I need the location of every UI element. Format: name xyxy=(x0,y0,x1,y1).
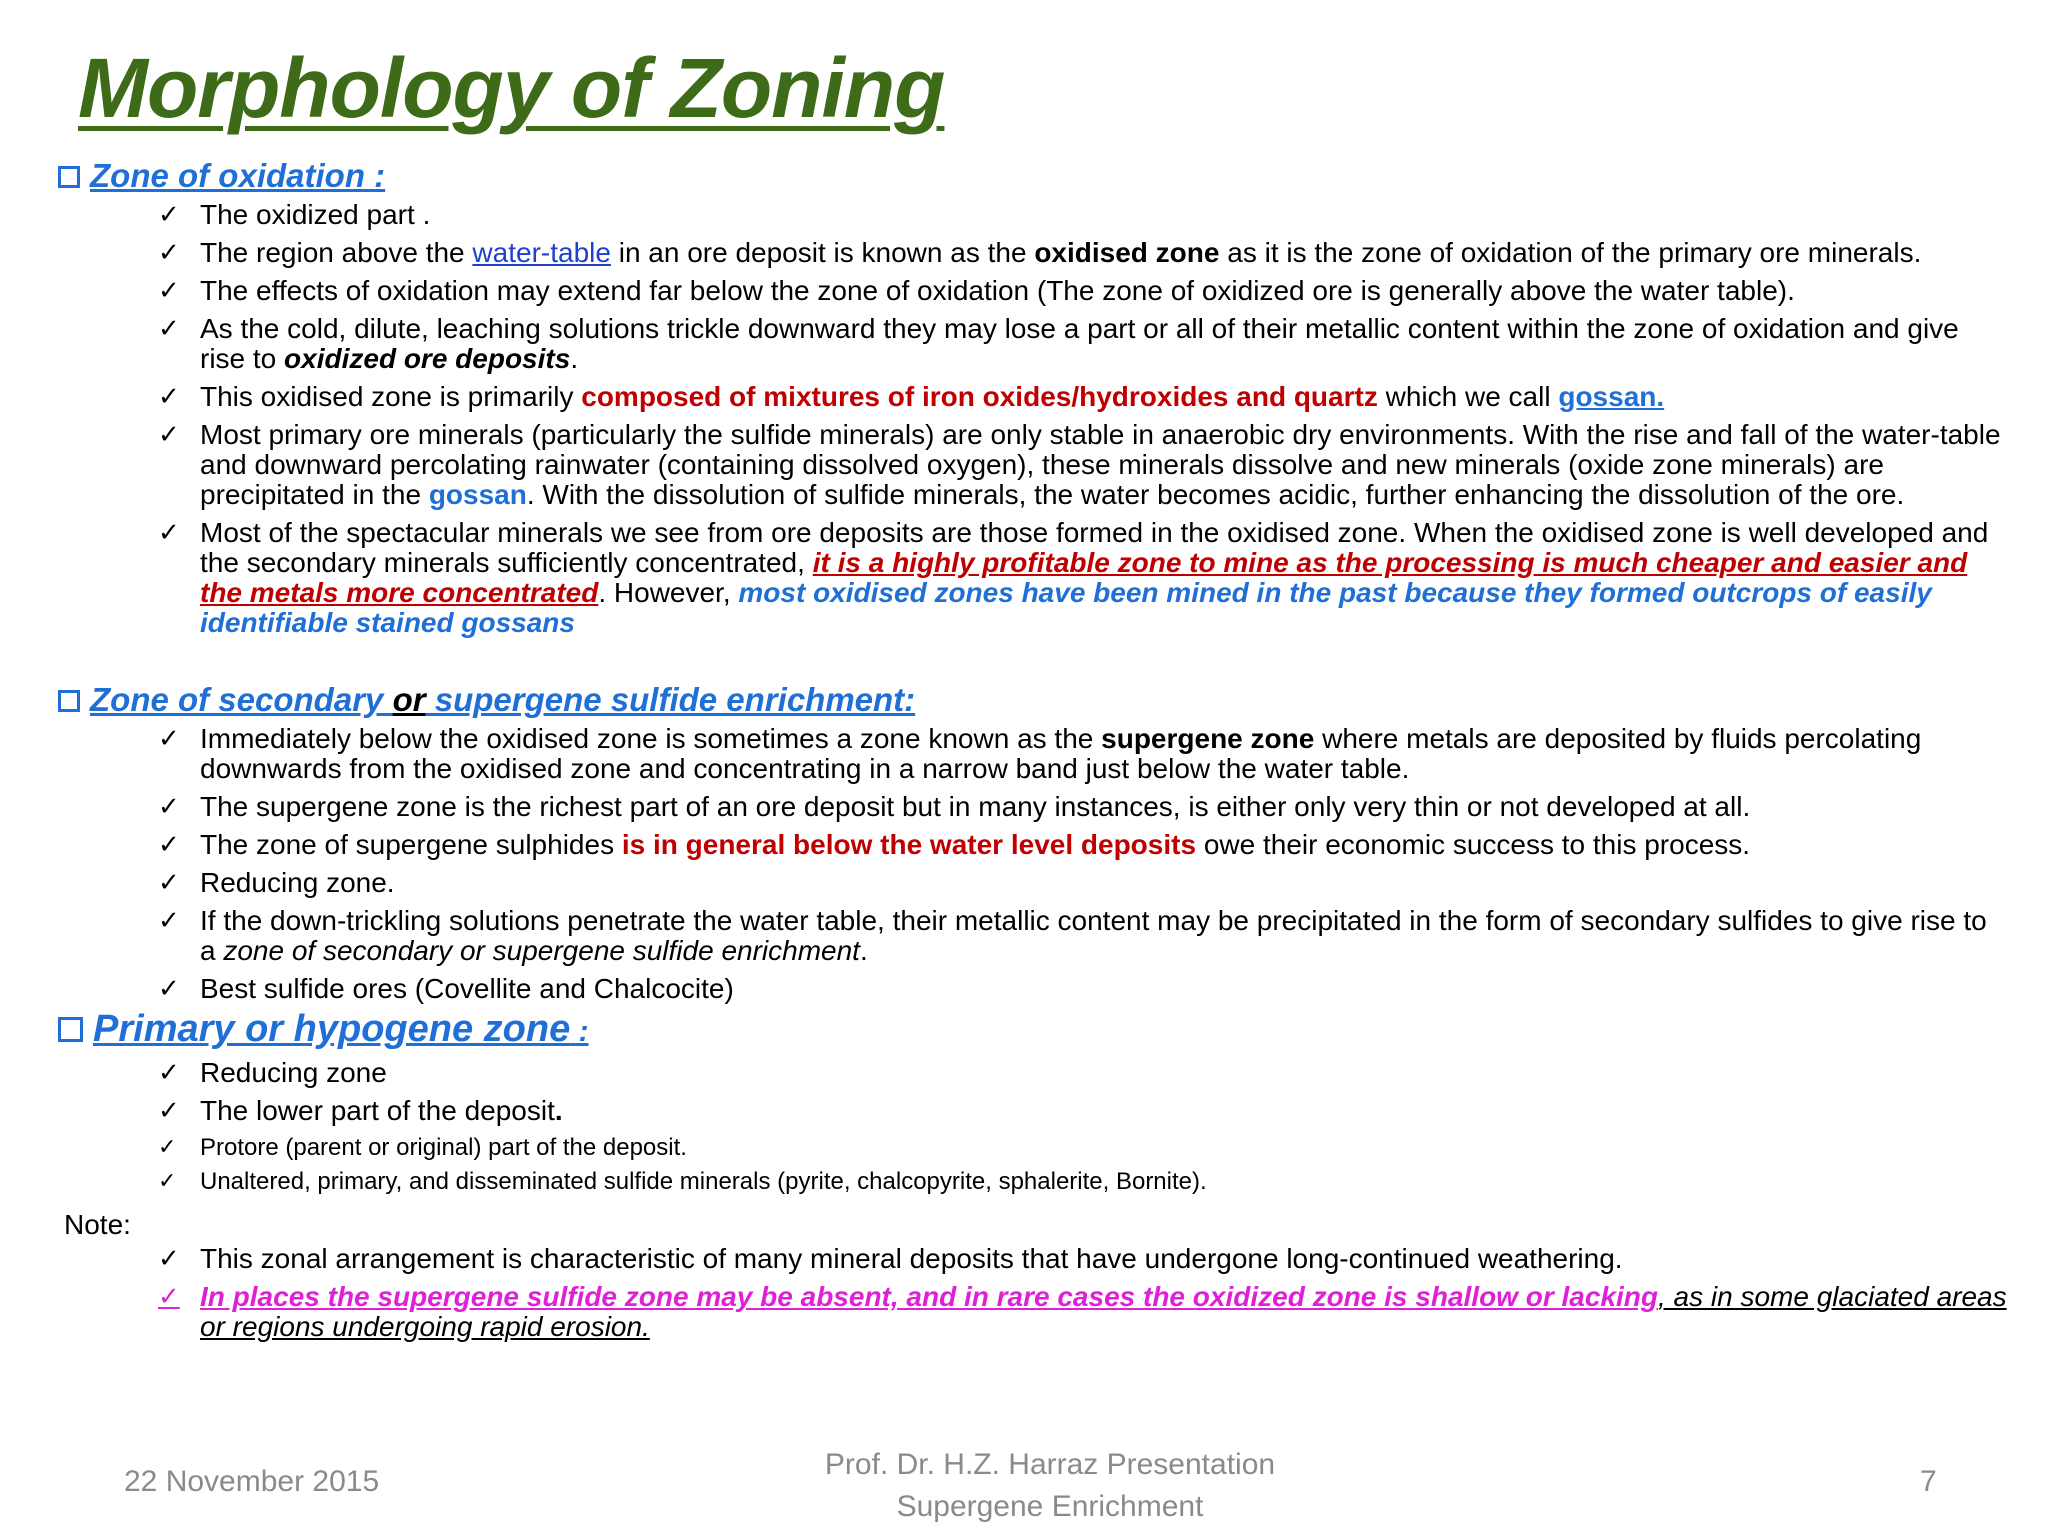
checkmark-icon: ✓ xyxy=(158,1096,180,1126)
list-item: ✓ Reducing zone. xyxy=(158,867,395,898)
footer-date: 22 November 2015 xyxy=(124,1465,380,1498)
list-item: ✓ The region above the water-table in an ore deposit is known as the oxidised zone as it is the zone of oxidation of the primary ore minerals. xyxy=(158,237,1922,268)
list-item: ✓ The lower part of the deposit. xyxy=(158,1095,563,1126)
supergene-list xyxy=(150,724,2010,1012)
section-heading-supergene: Zone of secondary or supergene sulfide enrichment: xyxy=(58,680,915,720)
list-item: ✓ Best sulfide ores (Covellite and Chalcocite) xyxy=(158,973,734,1004)
list-item: ✓ Protore (parent or original) part of the deposit. xyxy=(158,1134,687,1161)
list-item: ✓ Unaltered, primary, and disseminated sulfide minerals (pyrite, chalcopyrite, sphalerite, Bornite). xyxy=(158,1168,1207,1195)
list-item: ✓ The supergene zone is the richest part of an ore deposit but in many instances, is either only very thin or not developed at all. xyxy=(158,791,1751,822)
list-item: ✓ This oxidised zone is primarily composed of mixtures of iron oxides/hydroxides and quartz which we call gossan. xyxy=(158,381,1665,412)
list-item: ✓ Reducing zone xyxy=(158,1057,387,1088)
list-item: ✓ In places the supergene sulfide zone may be absent, and in rare cases the oxidized zone is shallow or lacking, as in some glaciated areas or regions undergoing rapid erosion. xyxy=(158,1281,2007,1342)
list-item: ✓ Immediately below the oxidised zone is sometimes a zone known as the supergene zone where metals are deposited by fluids percolating downwards from the oxidised zone and concentrating in a narrow band just below the water table. xyxy=(158,723,1922,784)
page-title: Morphology of Zoning xyxy=(78,41,945,135)
checkmark-icon: ✓ xyxy=(158,382,180,412)
checkmark-icon: ✓ xyxy=(158,238,180,268)
note-list xyxy=(150,1244,2010,1350)
checkmark-icon: ✓ xyxy=(158,1135,177,1160)
oxidation-list xyxy=(150,200,2010,646)
list-item: ✓ As the cold, dilute, leaching solutions trickle downward they may lose a part or all of their metallic content within the zone of oxidation and give rise to oxidized ore deposits. xyxy=(158,313,1959,374)
water-table-link[interactable]: water-table xyxy=(472,237,611,268)
footer-topic: Supergene Enrichment xyxy=(896,1490,1204,1523)
checkmark-icon: ✓ xyxy=(158,868,180,898)
checkmark-icon: ✓ xyxy=(158,1244,180,1274)
checkmark-icon: ✓ xyxy=(158,830,180,860)
checkmark-icon: ✓ xyxy=(158,314,180,344)
checkmark-icon: ✓ xyxy=(158,792,180,822)
checkbox-square-icon xyxy=(58,1017,83,1042)
checkmark-icon: ✓ xyxy=(158,200,180,230)
section-heading-oxidation: Zone of oxidation : xyxy=(58,156,385,196)
list-item: ✓ If the down-trickling solutions penetrate the water table, their metallic content may be precipitated in the form of secondary sulfides to give rise to a zone of secondary or supergene sulfide enrichment. xyxy=(158,905,1987,966)
list-item: ✓ Most of the spectacular minerals we see from ore deposits are those formed in the oxidised zone. When the oxidised zone is well developed and the secondary minerals sufficiently concentrated, it is a highly profitable zone to mine as the processing is much cheaper and easier and the metals more concentrated. However, most oxidised zones have been mined in the past because they formed outcrops of easily identifiable stained gossans xyxy=(158,517,1989,638)
list-item: ✓ The oxidized part . xyxy=(158,199,431,230)
hypogene-list xyxy=(150,1058,2010,1202)
list-item: ✓ Most primary ore minerals (particularly the sulfide minerals) are only stable in anaerobic dry environments. With the rise and fall of the water-table and downward percolating rainwater (containing dissolved oxygen), these minerals dissolve and new minerals (oxide zone minerals) are precipitated in the gossan. With the dissolution of sulfide minerals, the water becomes acidic, further enhancing the dissolution of the ore. xyxy=(158,419,2001,510)
list-item: ✓ The zone of supergene sulphides is in general below the water level deposits owe their economic success to this process. xyxy=(158,829,1751,860)
list-item: ✓ The effects of oxidation may extend far below the zone of oxidation (The zone of oxidized ore is generally above the water table). xyxy=(158,275,1795,306)
checkbox-square-icon xyxy=(58,166,80,188)
note-label: Note: xyxy=(64,1209,131,1240)
page-number: 7 xyxy=(1920,1465,1937,1498)
footer-presenter: Prof. Dr. H.Z. Harraz Presentation xyxy=(824,1448,1276,1481)
checkmark-icon: ✓ xyxy=(158,420,180,450)
checkmark-icon: ✓ xyxy=(158,276,180,306)
checkmark-icon: ✓ xyxy=(158,518,180,548)
checkmark-icon: ✓ xyxy=(158,1282,180,1312)
section-heading-hypogene: Primary or hypogene zone : xyxy=(58,1006,589,1055)
checkbox-square-icon xyxy=(58,690,80,712)
list-item: ✓ This zonal arrangement is characteristic of many mineral deposits that have undergone long-continued weathering. xyxy=(158,1243,1623,1274)
checkmark-icon: ✓ xyxy=(158,724,180,754)
checkmark-icon: ✓ xyxy=(158,974,180,1004)
checkmark-icon: ✓ xyxy=(158,1169,177,1194)
checkmark-icon: ✓ xyxy=(158,1058,180,1088)
footer-center xyxy=(700,1444,1400,1528)
checkmark-icon: ✓ xyxy=(158,906,180,936)
